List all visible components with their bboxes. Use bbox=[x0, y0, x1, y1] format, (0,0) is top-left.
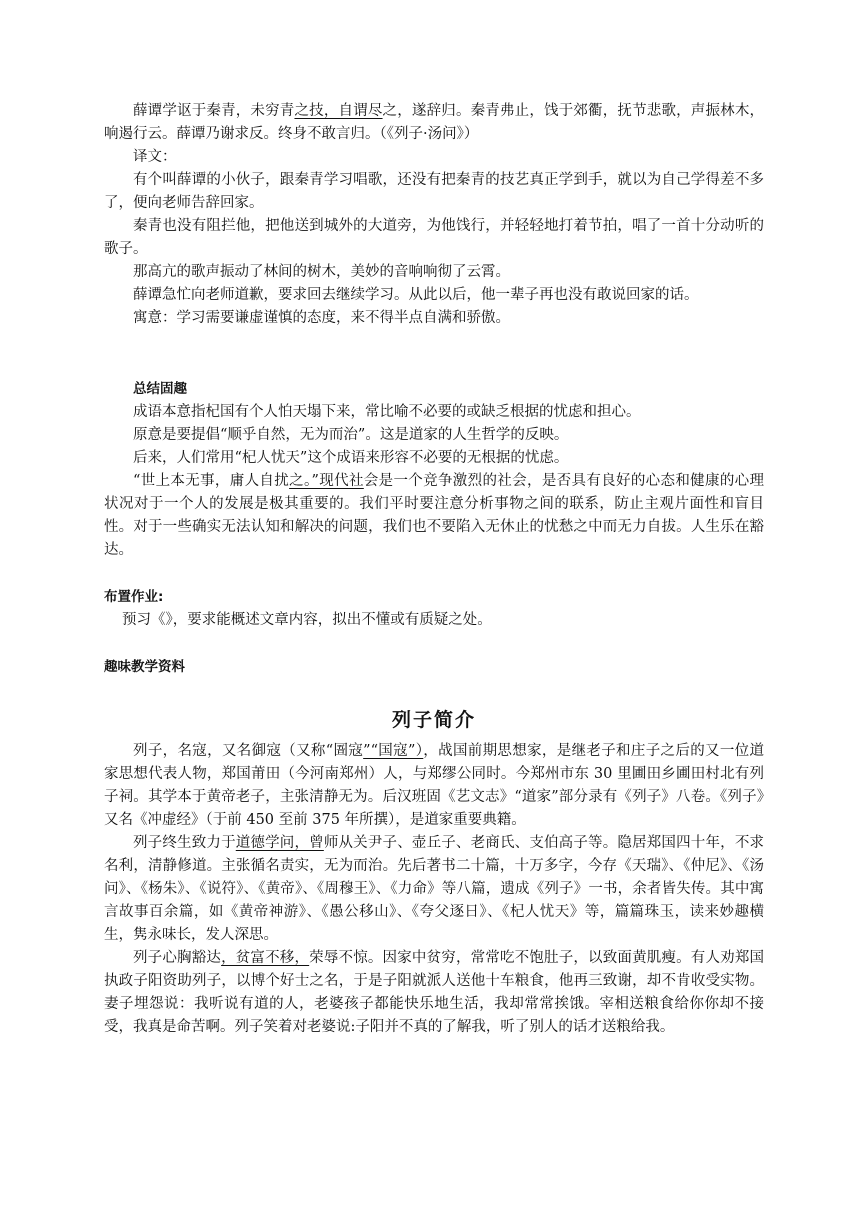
liezi-title: 列子简介 bbox=[391, 709, 476, 731]
liezi-para: 列子，名寇，又名御寇（又称“圄寇”“国寇”），战国前期思想家，是继老子和庄子之后的又一位道家思想代表人物，郑国莆田（今河南郑州）人，与郑缪公同时。今郑州市东 30 里圃田乡圃田村北有列子祠。其学本于黄帝老子，主张清静无为。后汉班固《艺文志》“道家”部分录有《列子》八卷。《列子》又名《冲虚经》（于前 450 至前 375 年所撰），是道家重要典籍。 bbox=[104, 743, 764, 828]
liezi-para: 列子终生致力于道德学问，曾师从关尹子、壶丘子、老商氏、支伯高子等。隐居郑国四十年，不求名利，清静修道。主张循名责实，无为而治。先后著书二十篇，十万多字，今存《天瑞》、《仲尼》、《汤问》、《杨朱》、《说符》、《黄帝》、《周穆王》、《力命》等八篇，遗成《列子》一书，余者皆失传。其中寓言故事百余篇，如《黄帝神游》、《愚公移山》、《夸父逐日》、《杞人忧天》等，篇篇珠玉，读来妙趣横生，隽永味长，发人深思。 bbox=[104, 835, 765, 943]
moral-text: 寓意：学习需要谦虚谨慎的态度，来不得半点自满和骄傲。 bbox=[133, 310, 510, 326]
translation-para: 那高亢的歌声振动了林间的树木，美妙的音响响彻了云霄。 bbox=[133, 264, 510, 280]
summary-para: 后来，人们常用“杞人忧天”这个成语来形容不必要的无根据的忧虑。 bbox=[133, 450, 569, 466]
translation-para: 薛谭急忙向老师道歉，要求回去继续学习。从此以后，他一辈子再也没有敢说回家的话。 bbox=[133, 287, 699, 303]
original-text: 薛谭学讴于秦青，未穷青之技，自谓尽之，遂辞归。秦青弗止，饯于郊衢，抚节悲歌，声振林木，响遏行云。薛谭乃谢求反。终身不敢言归。（《列子·汤问》） bbox=[104, 103, 765, 142]
homework-text: 预习《》，要求能概述文章内容，拟出不懂或有质疑之处。 bbox=[122, 612, 492, 628]
materials-heading: 趣味教学资料 bbox=[104, 659, 185, 675]
liezi-para: 列子心胸豁达，贫富不移，荣辱不惊。因家中贫穷，常常吃不饱肚子，以致面黄肌瘦。有人劝郑国执政子阳资助列子，以博个好士之名，于是子阳就派人送他十车粮食，他再三致谢，却不肯收受实物。妻子埋怨说：我听说有道的人，老婆孩子都能快乐地生活，我却常常挨饿。宰相送粮食给你你却不接受，我真是命苦啊。列子笑着对老婆说:子阳并不真的了解我，听了别人的话才送粮给我。 bbox=[104, 950, 765, 1035]
summary-para: 成语本意指杞国有个人怕天塌下来，常比喻不必要的或缺乏根据的忧虑和担心。 bbox=[133, 404, 641, 420]
document-page bbox=[104, 100, 764, 1039]
summary-para: “世上本无事，庸人自扰之。”现代社会是一个竞争激烈的社会，是否具有良好的心态和健康的心理状况对于一个人的发展是极其重要的。我们平时要注意分析事物之间的联系，防止主观片面性和盲目性。对于一些确实无法认知和解决的问题，我们也不要陷入无休止的忧愁之中而无力自拔。人生乐在豁达。 bbox=[104, 473, 765, 558]
translation-para: 有个叫薛谭的小伙子，跟秦青学习唱歌，还没有把秦青的技艺真正学到手，就以为自己学得差不多了，便向老师告辞回家。 bbox=[104, 172, 764, 211]
translation-label: 译文： bbox=[133, 149, 177, 165]
summary-para: 原意是要提倡“顺乎自然，无为而治”。这是道家的人生哲学的反映。 bbox=[133, 427, 569, 443]
translation-para: 秦青也没有阻拦他，把他送到城外的大道旁，为他饯行，并轻轻地打着节拍，唱了一首十分动听的歌子。 bbox=[104, 218, 764, 257]
homework-heading: 布置作业: bbox=[104, 589, 164, 605]
summary-heading: 总结固趣 bbox=[133, 381, 187, 397]
